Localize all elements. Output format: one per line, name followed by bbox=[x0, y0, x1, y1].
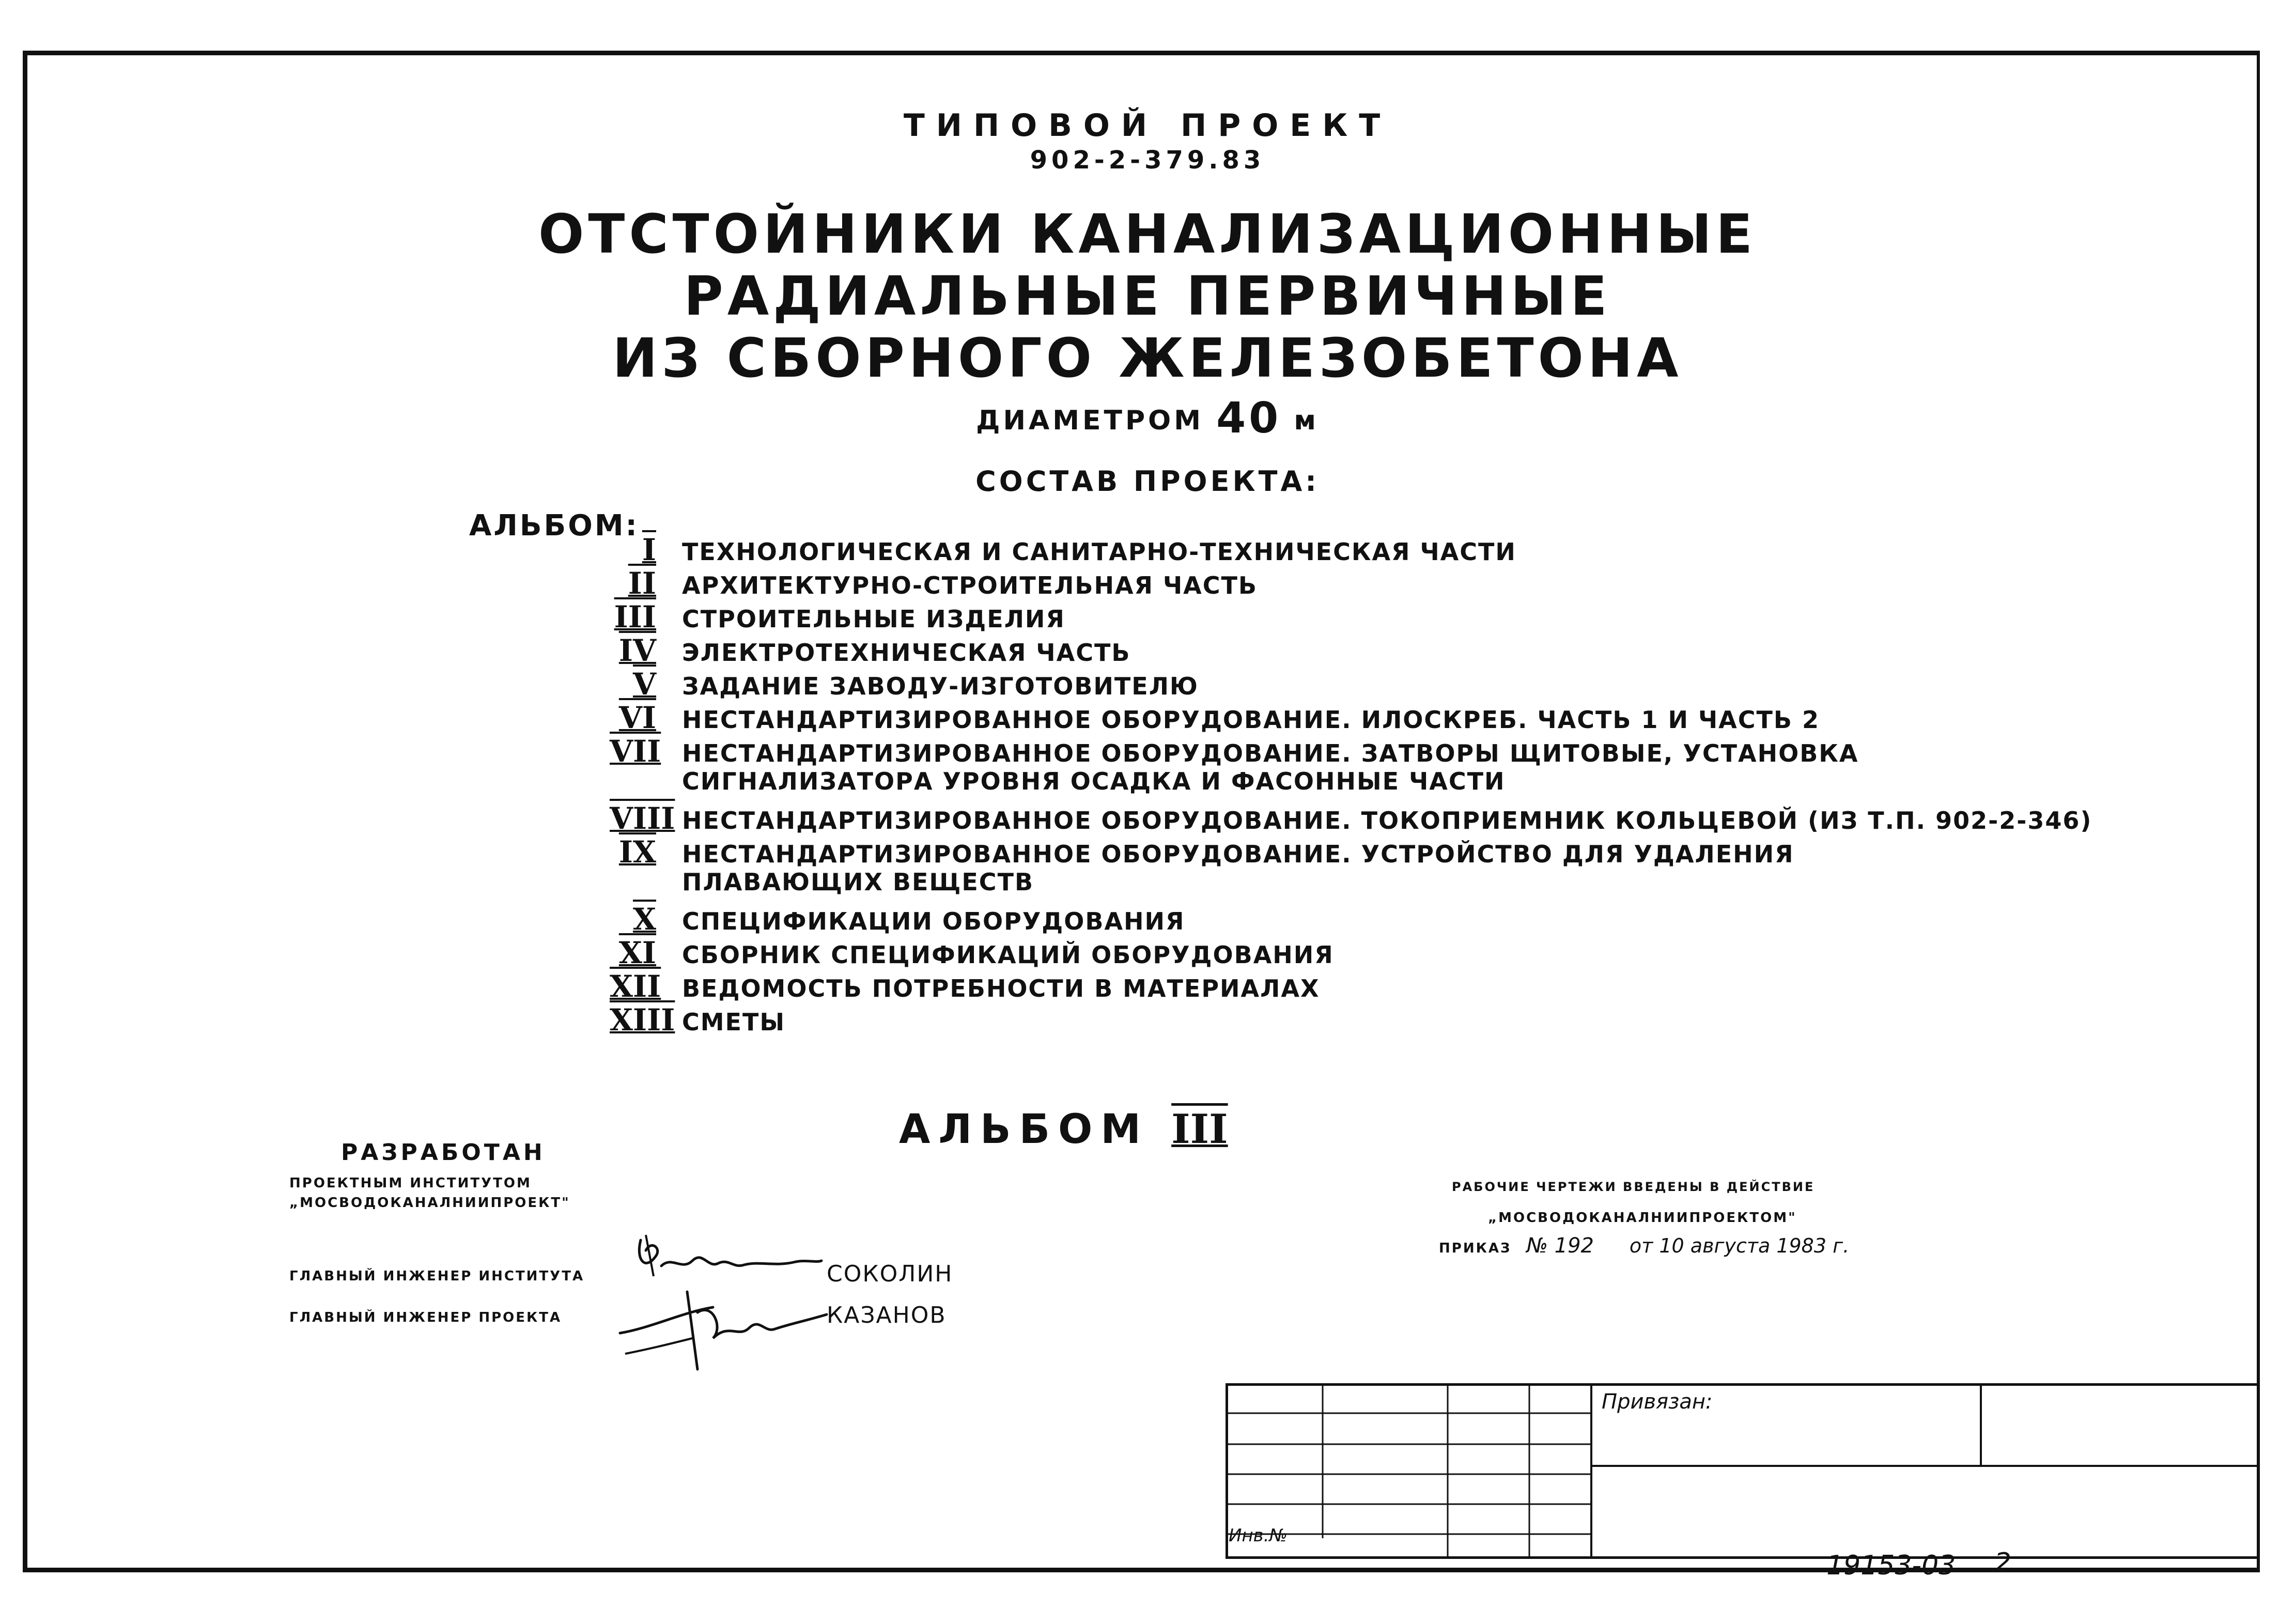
list-item bbox=[610, 532, 2092, 566]
list-item-continuation bbox=[610, 767, 2092, 801]
title-line-3: ИЗ СБОРНОГО ЖЕЛЕЗОБЕТОНА bbox=[612, 327, 1683, 390]
list-item bbox=[610, 667, 2092, 700]
diameter-prefix: ДИАМЕТРОМ bbox=[976, 405, 1204, 436]
order-number: № 192 bbox=[1526, 1234, 1594, 1258]
developer-heading: РАЗРАБОТАН bbox=[341, 1139, 546, 1166]
inventory-number-label: Инв.№ bbox=[1229, 1525, 1288, 1546]
album-list-label: АЛЬБОМ: bbox=[469, 509, 639, 543]
diameter-value: 40 bbox=[1216, 394, 1282, 443]
project-code: 902-2-379.83 bbox=[1030, 146, 1265, 175]
list-item-text: ВЕДОМОСТЬ ПОТРЕБНОСТИ В МАТЕРИАЛАХ bbox=[682, 975, 1320, 1002]
list-item bbox=[610, 566, 2092, 599]
list-item-text: СИГНАЛИЗАТОРА УРОВНЯ ОСАДКА И ФАСОННЫЕ ЧАСТИ bbox=[682, 767, 1506, 795]
roman-numeral: IX bbox=[618, 834, 656, 870]
list-item bbox=[610, 801, 2092, 834]
project-type-line: ТИПОВОЙ ПРОЕКТ bbox=[903, 107, 1392, 144]
order-date: от 10 августа 1983 г. bbox=[1629, 1234, 1850, 1257]
album-number-value: III bbox=[1171, 1106, 1228, 1153]
list-item bbox=[610, 935, 2092, 969]
roman-numeral: I bbox=[642, 532, 656, 567]
list-item-text: НЕСТАНДАРТИЗИРОВАННОЕ ОБОРУДОВАНИЕ. ЗАТВОРЫ ЩИТОВЫЕ, УСТАНОВКА bbox=[682, 739, 1859, 767]
attached-label: Привязан: bbox=[1602, 1390, 1713, 1414]
list-item-text: НЕСТАНДАРТИЗИРОВАННОЕ ОБОРУДОВАНИЕ. ИЛОСКРЕБ. ЧАСТЬ 1 И ЧАСТЬ 2 bbox=[682, 706, 1820, 734]
roman-numeral: XI bbox=[618, 935, 656, 970]
developer-line-1: ПРОЕКТНЫМ ИНСТИТУТОМ bbox=[289, 1176, 532, 1191]
approval-order bbox=[1439, 1234, 1849, 1258]
signature-sokolin bbox=[630, 1219, 827, 1292]
roman-numeral: II bbox=[628, 566, 656, 601]
roman-numeral: VI bbox=[618, 700, 656, 735]
roman-numeral: VIII bbox=[610, 801, 675, 836]
list-item-text: ЭЛЕКТРОТЕХНИЧЕСКАЯ ЧАСТЬ bbox=[682, 639, 1131, 667]
list-item bbox=[610, 734, 2092, 767]
album-number bbox=[899, 1106, 1228, 1153]
roman-numeral: X bbox=[632, 902, 656, 937]
album-list bbox=[610, 532, 2092, 1036]
roman-numeral: XII bbox=[610, 969, 661, 1004]
roman-numeral: III bbox=[614, 599, 656, 635]
list-item bbox=[610, 902, 2092, 935]
list-item bbox=[610, 834, 2092, 868]
list-item bbox=[610, 969, 2092, 1002]
developer-line-2: „МОСВОДОКАНАЛНИИПРОЕКТ" bbox=[289, 1195, 570, 1211]
document-number: 19153-03 bbox=[1826, 1550, 1956, 1581]
roman-numeral: VII bbox=[610, 734, 661, 769]
roman-numeral: XIII bbox=[610, 1002, 675, 1038]
title-line-1: ОТСТОЙНИКИ КАНАЛИЗАЦИОННЫЕ bbox=[538, 203, 1757, 266]
list-item bbox=[610, 633, 2092, 667]
chief-engineer-project-name: КАЗАНОВ bbox=[827, 1302, 947, 1328]
page-number: 2 bbox=[1994, 1548, 2012, 1579]
title-line-2: РАДИАЛЬНЫЕ ПЕРВИЧНЫЕ bbox=[684, 265, 1611, 328]
chief-engineer-institute-role: ГЛАВНЫЙ ИНЖЕНЕР ИНСТИТУТА bbox=[289, 1269, 585, 1284]
list-item-text: ТЕХНОЛОГИЧЕСКАЯ И САНИТАРНО-ТЕХНИЧЕСКАЯ ЧАСТИ bbox=[682, 538, 1516, 566]
signature-kazanov bbox=[610, 1281, 837, 1385]
title-block-stamp bbox=[1226, 1383, 2260, 1559]
list-item-text: СПЕЦИФИКАЦИИ ОБОРУДОВАНИЯ bbox=[682, 907, 1185, 935]
list-item-continuation bbox=[610, 868, 2092, 902]
diameter-line bbox=[0, 394, 2295, 443]
list-item bbox=[610, 1002, 2092, 1036]
list-item-text: ЗАДАНИЕ ЗАВОДУ-ИЗГОТОВИТЕЛЮ bbox=[682, 672, 1199, 700]
list-item-text: ПЛАВАЮЩИХ ВЕЩЕСТВ bbox=[682, 868, 1034, 896]
list-item-text: СТРОИТЕЛЬНЫЕ ИЗДЕЛИЯ bbox=[682, 605, 1065, 633]
roman-numeral: V bbox=[632, 667, 656, 702]
roman-numeral: IV bbox=[618, 633, 656, 668]
list-item-text: СБОРНИК СПЕЦИФИКАЦИЙ ОБОРУДОВАНИЯ bbox=[682, 941, 1334, 969]
album-number-label: АЛЬБОМ bbox=[899, 1106, 1149, 1153]
list-item bbox=[610, 599, 2092, 633]
approval-line-1: РАБОЧИЕ ЧЕРТЕЖИ ВВЕДЕНЫ В ДЕЙСТВИЕ bbox=[1452, 1180, 1815, 1194]
list-item-text: НЕСТАНДАРТИЗИРОВАННОЕ ОБОРУДОВАНИЕ. ТОКОПРИЕМНИК КОЛЬЦЕВОЙ (ИЗ Т.П. 902-2-346) bbox=[682, 807, 2092, 834]
chief-engineer-institute-name: СОКОЛИН bbox=[827, 1261, 953, 1287]
list-item-text: НЕСТАНДАРТИЗИРОВАННОЕ ОБОРУДОВАНИЕ. УСТРОЙСТВО ДЛЯ УДАЛЕНИЯ bbox=[682, 840, 1794, 868]
order-prefix: ПРИКАЗ bbox=[1439, 1241, 1512, 1256]
list-item bbox=[610, 700, 2092, 734]
composition-heading: СОСТАВ ПРОЕКТА: bbox=[975, 465, 1320, 498]
list-item-text: АРХИТЕКТУРНО-СТРОИТЕЛЬНАЯ ЧАСТЬ bbox=[682, 571, 1258, 599]
list-item-text: СМЕТЫ bbox=[682, 1008, 785, 1036]
approval-line-2: „МОСВОДОКАНАЛНИИПРОЕКТОМ" bbox=[1488, 1210, 1797, 1226]
diameter-unit: м bbox=[1294, 405, 1319, 436]
stamp-grid bbox=[1226, 1383, 2260, 1559]
chief-engineer-project-role: ГЛАВНЫЙ ИНЖЕНЕР ПРОЕКТА bbox=[289, 1310, 562, 1325]
